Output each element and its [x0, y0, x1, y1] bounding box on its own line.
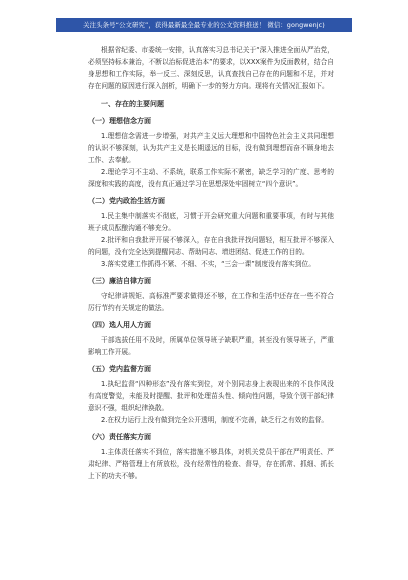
- intro-paragraph: 根据省纪委、市委统一安排，认真落实习总书记关于“深入推进全面从严治党，必须坚持标本兼治，不断以治标促进治本”的要求，以XXX案件为反面教材，结合自身思想和工作实际，举一反三、深刻反思，认真查找自己存在的问题和不足，并对存在问题的原因进行深入剖析，明确下一步的努力方向。现将有关情况汇报如下。: [88, 46, 334, 90]
- subsection-heading: （一）理想信念方面: [88, 117, 151, 125]
- paragraph: 3.落实党建工作抓得不紧、不细、不实，“三会一课”制度没有落实到位。: [101, 260, 315, 268]
- promo-banner: [56, 18, 352, 32]
- document-body: [88, 44, 334, 482]
- paragraph: 守纪律讲规矩、高标准严要求做得还不够，在工作和生活中还存在一些不符合厉行节约有关规定的做法。: [88, 292, 334, 312]
- paragraph: 1.理想信念需进一步增强，对共产主义远大理想和中国特色社会主义共同理想的认识不够深刻，认为共产主义是长期遥远的目标，没有做到理想而奋不顾身地去工作、去奉献。: [88, 132, 334, 164]
- section-heading: 一、存在的主要问题: [101, 100, 164, 108]
- subsection-heading: （四）选人用人方面: [88, 321, 151, 329]
- subsection-heading: （三）廉洁自律方面: [88, 277, 151, 285]
- subsection-heading: （五）党内监督方面: [88, 365, 151, 373]
- paragraph: 2.批评和自我批评开展不够深入，存在自我批评找问题轻，相互批评不够深入的问题，没有完全达到提醒同志、帮助同志、增进团结、促进工作的目的。: [88, 236, 334, 256]
- subsection-heading: （二）党内政治生活方面: [88, 197, 165, 205]
- paragraph: 1.执纪监督“四种形态”没有落实到位，对个别同志身上表现出来的不良作风没有高度警觉，未能及时提醒、批评和处理苗头性、倾向性问题，导致个别干部纪律意识不强，组织纪律涣散。: [88, 380, 334, 412]
- paragraph: 2.理论学习不主动、不系统，联系工作实际不紧密，缺乏学习的广度、思考的深度和实践的高度，没有真正通过学习在思想深处牢固树立“四个意识”。: [88, 168, 334, 188]
- paragraph: 1.主体责任落实不到位，落实措施不够具体，对机关党员干部在严明责任、严肃纪律、严格管理上有所放松，没有经常性的检查、督导，存在抓常、抓细、抓长上下的功夫不够。: [88, 448, 334, 480]
- paragraph: 2.在权力运行上没有做到完全公开透明，制度不完善，缺乏行之有效的监督。: [101, 416, 329, 424]
- subsection-heading: （六）责任落实方面: [88, 433, 151, 441]
- promo-banner-text: 关注头条号“公文研究”，获得最新最全最专业的公文资料推送！ 微信：gongwenjc): [83, 21, 325, 29]
- paragraph: 干部选拔任用不及时，所属单位领导班子缺职严重，甚至没有领导班子，严重影响工作开展。: [88, 336, 334, 356]
- paragraph: 1.民主集中制落实不彻底，习惯于开会研究重大问题和重要事项，有时与其他班子成员酝酿沟通不够充分。: [88, 212, 334, 232]
